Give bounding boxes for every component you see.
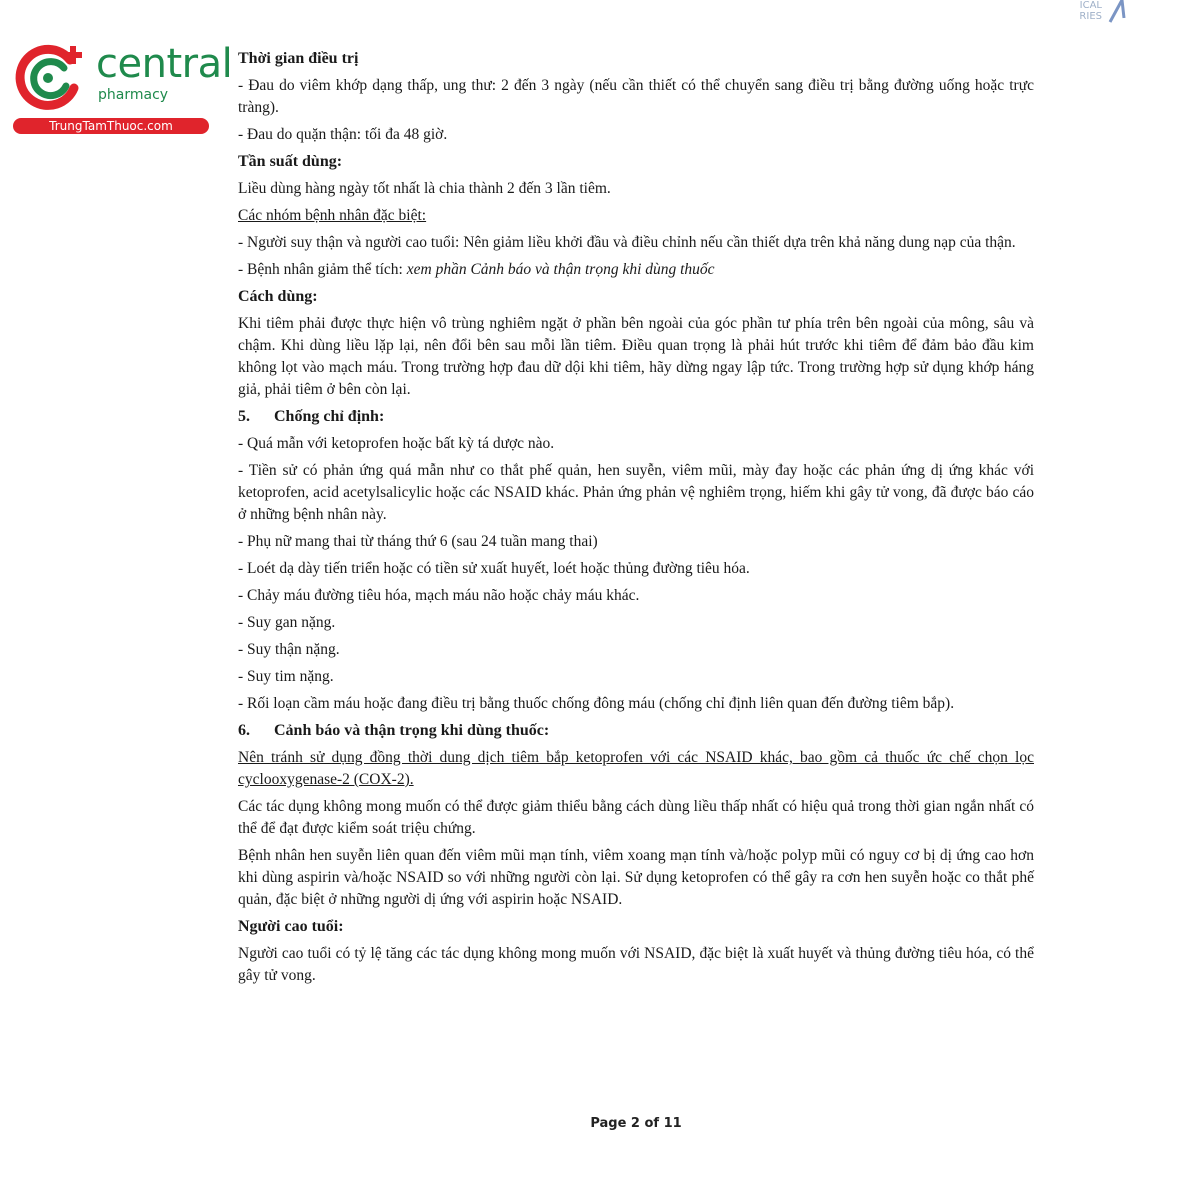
contraindication-9: - Rối loạn cầm máu hoặc đang điều trị bằng thuốc chống đông máu (chống chỉ định liên quan đến đường tiêm bắp). [238, 695, 955, 712]
paragraph-special-1: - Người suy thận và người cao tuổi: Nên giảm liều khởi đầu và điều chỉnh nếu cần thiết dựa trên khả năng dung nạp của thận. [238, 234, 1016, 251]
special-2-reference: xem phần Cảnh báo và thận trọng khi dùng thuốc [406, 261, 715, 278]
corner-text-1: ICAL [1079, 0, 1102, 11]
subheading-special-groups: Các nhóm bệnh nhân đặc biệt: [238, 207, 427, 224]
section-6-number: 6. [238, 722, 250, 739]
heading-section-5 [238, 406, 1034, 428]
logo-subtitle: pharmacy [98, 87, 169, 103]
paragraph-elderly: Người cao tuổi có tỷ lệ tăng các tác dụng không mong muốn với NSAID, đặc biệt là xuất huyết và thủng đường tiêu hóa, có thể gây tử vong. [238, 945, 1034, 984]
corner-triangle-icon [1106, 0, 1128, 26]
heading-duration: Thời gian điều trị [238, 50, 359, 67]
central-pharmacy-logo [10, 36, 233, 136]
warning-3: Bệnh nhân hen suyễn liên quan đến viêm mũi mạn tính, viêm xoang mạn tính và/hoặc polyp mũi có nguy cơ bị dị ứng cao hơn khi dùng aspirin và/hoặc NSAID so với những người còn lại. Sử dụng ketoprofen có thể gây ra cơn hen suyễn hoặc co thắt phế quản, đặc biệt ở những người dị ứng với aspirin hoặc NSAID. [238, 847, 1034, 908]
logo-brand: central [96, 41, 233, 87]
heading-elderly: Người cao tuổi: [238, 918, 344, 935]
section-5-number: 5. [238, 408, 250, 425]
section-5-title: Chống chỉ định: [274, 408, 385, 425]
contraindication-8: - Suy tim nặng. [238, 668, 334, 685]
section-6-title: Cảnh báo và thận trọng khi dùng thuốc: [274, 722, 550, 739]
logo-c-cross-icon [12, 38, 92, 118]
corner-text-2: RIES [1079, 11, 1102, 22]
paragraph-frequency: Liều dùng hàng ngày tốt nhất là chia thành 2 đến 3 lần tiêm. [238, 180, 611, 197]
paragraph-usage: Khi tiêm phải được thực hiện vô trùng nghiêm ngặt ở phần bên ngoài của góc phần tư phía trên bên ngoài của mông, sâu và chậm. Khi dùng liều lặp lại, nên đổi bên sau mỗi lần tiêm. Điều quan trọng là phải hút trước khi tiêm để đảm bảo đầu kim không lọt vào mạch máu. Trong trường hợp đau dữ dội khi tiêm, hãy dừng ngay lập tức. Trong trường hợp sử dụng khớp háng giả, phải tiêm ở bên còn lại. [238, 315, 1034, 398]
document-body [238, 48, 1034, 992]
heading-frequency: Tần suất dùng: [238, 153, 343, 170]
warning-2: Các tác dụng không mong muốn có thể được giảm thiểu bằng cách dùng liều thấp nhất có hiệu quả trong thời gian ngắn nhất có thể để đạt được kiểm soát triệu chứng. [238, 798, 1034, 837]
contraindication-7: - Suy thận nặng. [238, 641, 340, 658]
warning-1: Nên tránh sử dụng đồng thời dung dịch tiêm bắp ketoprofen với các NSAID khác, bao gồm cả thuốc ức chế chọn lọc cyclooxygenase-2 (COX-2). [238, 749, 1034, 788]
paragraph-duration-1: - Đau do viêm khớp dạng thấp, ung thư: 2 đến 3 ngày (nếu cần thiết có thể chuyển sang điều trị bằng đường uống hoặc trực tràng). [238, 77, 1034, 116]
heading-usage: Cách dùng: [238, 288, 318, 305]
paragraph-duration-2: - Đau do quặn thận: tối đa 48 giờ. [238, 126, 448, 143]
contraindication-5: - Chảy máu đường tiêu hóa, mạch máu não hoặc chảy máu khác. [238, 587, 640, 604]
page-number: Page 2 of 11 [590, 1116, 682, 1131]
paragraph-special-2 [238, 259, 1034, 281]
contraindication-4: - Loét dạ dày tiến triển hoặc có tiền sử xuất huyết, loét hoặc thủng đường tiêu hóa. [238, 560, 750, 577]
contraindication-2: - Tiền sử có phản ứng quá mẫn như co thắt phế quản, hen suyễn, viêm mũi, mày đay hoặc các phản ứng dị ứng khác với ketoprofen, acid acetylsalicylic hoặc các NSAID khác. Phản ứng phản vệ nghiêm trọng, hiếm khi gây tử vong, đã được báo cáo ở những bệnh nhân này. [238, 462, 1034, 523]
heading-section-6 [238, 720, 1034, 742]
special-2-lead: - Bệnh nhân giảm thể tích: [238, 261, 407, 278]
corner-logo-fragment [1062, 0, 1142, 28]
contraindication-3: - Phụ nữ mang thai từ tháng thứ 6 (sau 24 tuần mang thai) [238, 533, 598, 550]
contraindication-1: - Quá mẫn với ketoprofen hoặc bất kỳ tá dược nào. [238, 435, 555, 452]
logo-url-badge: TrungTamThuoc.com [13, 118, 209, 134]
contraindication-6: - Suy gan nặng. [238, 614, 336, 631]
